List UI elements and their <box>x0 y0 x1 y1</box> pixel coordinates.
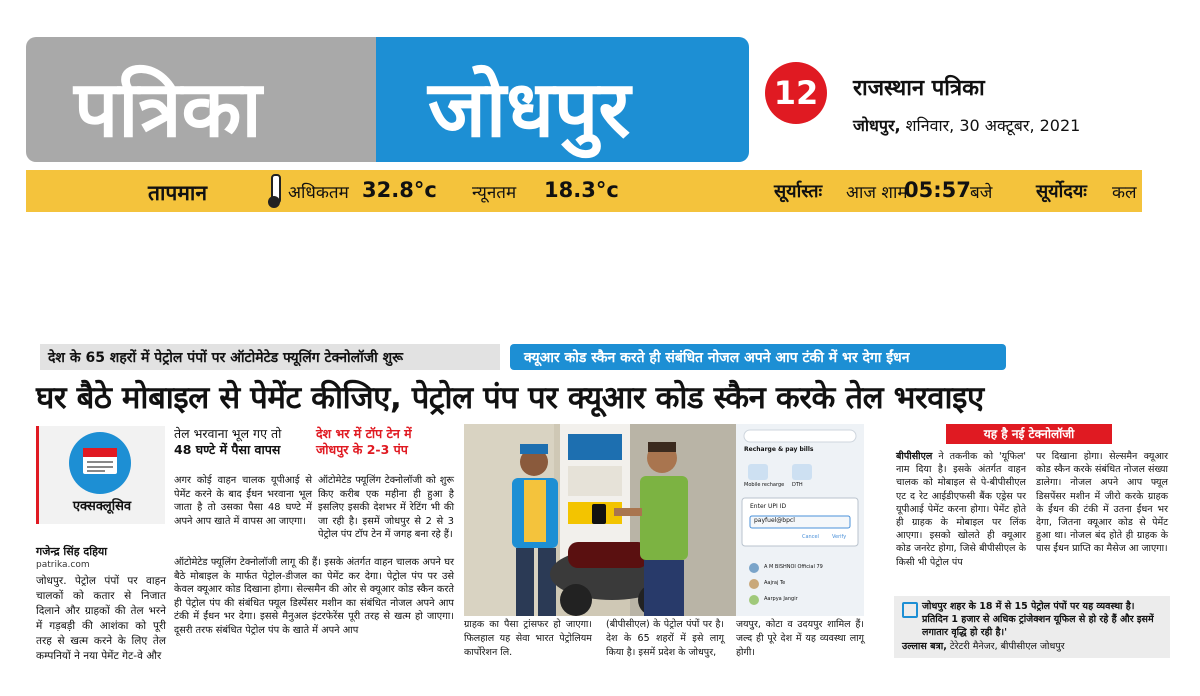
page-number-badge: 12 <box>765 62 827 124</box>
caption-column-1: ग्राहक का पैसा ट्रांसफर हो जाएगा। फिलहाल यह सेवा भारत पेट्रोलियम कार्पोरेशन लि. <box>464 619 592 658</box>
masthead-city: जोधपुर <box>428 65 631 155</box>
refund-paragraph: अगर कोई वाहन चालक यूपीआई से पेमेंट करने के बाद ईंधन भरवाना भूल जाता है तो उसका पैसा 48 घण्टे में अपने आप खाते में वापस आ जाएगा। <box>174 475 312 527</box>
phone-contact-2: Aajraj Te <box>764 580 786 586</box>
fuel-station-photo <box>464 424 736 616</box>
phone-item-recharge: Mobile recharge <box>744 482 785 488</box>
caption-column-3: जयपुर, कोटा व उदयपुर शामिल हैं। जल्द ही पूरे देश में यह व्यवस्था लागू होगी। <box>736 619 864 658</box>
caption-column-2: (बीपीसीएल) के पेट्रोल पंपों पर है। देश के 65 शहरों में इसे लागू किया है। इसमें प्रदेश के जोधपुर, <box>606 619 724 658</box>
quote-box <box>894 596 1170 658</box>
sunset-suffix: बजे <box>970 183 993 203</box>
upi-verify-button: Verify <box>832 534 847 540</box>
exclusive-logo <box>36 426 165 524</box>
kicker-left: देश के 65 शहरों में पेट्रोल पंपों पर ऑटोमेटेड फ्यूलिंग टेक्नोलॉजी शुरू <box>40 344 500 370</box>
sunrise-label: सूर्योदयः <box>1036 181 1087 202</box>
kicker-right: क्यूआर कोड स्कैन करते ही संबंधित नोजल अपने आप टंकी में भर देगा ईंधन <box>510 344 1006 370</box>
subhead-refund: तेल भरवाना भूल गए तो 48 घण्टे में पैसा वापस <box>174 426 282 457</box>
min-temp-label: न्यूनतम <box>472 183 517 203</box>
masthead-brand-panel <box>26 37 376 162</box>
right-column-1: बीपीसीएल ने तकनीक को 'यूफिल' नाम दिया है। इसके अंतर्गत वाहन चालक को मोबाइल से पे-बीपीसीएल एट द रेट आईडीएफसी बैंक एड्रेस पर यूपीआई पेमेंट करना होगा। पेमेंट होते ही ग्राहक के मोबाइल पर लिंक आएगा। इसको खोलते ही क्यूआर कोड जनरेट होगा, जिसे बीपीसीएल के किसी भी पेट्रोल पंप <box>896 451 1026 568</box>
newspaper-icon <box>69 432 131 494</box>
sunset-text: आज शाम <box>846 183 908 203</box>
upi-dialog-title: Enter UPI ID <box>750 503 787 510</box>
sunset-label: सूर्यास्तः <box>774 181 823 202</box>
masthead-city-panel <box>376 37 749 162</box>
phone-section-title: Recharge & pay bills <box>744 446 814 453</box>
headline: घर बैठे मोबाइल से पेमेंट कीजिए, पेट्रोल पंप पर क्यूआर कोड स्कैन करके तेल भरवाइए <box>36 380 984 416</box>
subhead-top-ten: देश भर में टॉप टेन में जोधपुर के 2-3 पंप <box>316 426 412 457</box>
body-column-1: जोधपुर. पेट्रोल पंपों पर वाहन चालकों को कतार से निजात दिलाने और ग्राहकों की तेल भरने में गड़बड़ी की आशंका को पूरी तरह से खत्म करने के लिए तेल कम्पनियों ने नया पेमेंट गेट-वे और <box>36 575 166 662</box>
paper-name: राजस्थान पत्रिका <box>853 76 985 101</box>
new-technology-heading: यह है नई टेक्नोलॉजी <box>946 424 1112 444</box>
quote-text: जोधपुर शहर के 18 में से 15 पेट्रोल पंपों पर यह व्यवस्था है। प्रतिदिन 1 हजार से अधिक ट्रांजेक्शन यूफिल से हो रहे हैं और इसमें लगातार वृद्धि हो रही है।' <box>922 601 1154 638</box>
body-column-2: ऑटोमेटेड फ्यूलिंग टेक्नोलॉजी लागू की हैं। इसके अंतर्गत वाहन चालक अपने घर बैठे मोबाइल के मार्फत पेट्रोल-डीजल का पेमेंट कर देगा। पेट्रोल पंप पर उसे केवल क्यूआर कोड दिखाना होगा। सेल्समैन की ओर से क्यूआर कोड स्कैन करते ही पेट्रोल पंप की संबंधित फ्यूल डिस्पेंसर मशीन का संबंधित नोजल अपने आप टंकी में ईंधन भर देगा। इससे मैनुअल इंटरफेरेंस पूरी तरह से खत्म हो जाएगा। दूसरी तरफ संबंधित पेट्रोल पंप के खाते में अपने आप <box>174 557 454 636</box>
date-city: जोधपुर, <box>853 116 901 135</box>
byline-web: patrika.com <box>36 560 90 570</box>
exclusive-label: एक्सक्लूसिव <box>72 499 132 514</box>
masthead-brand: पत्रिका <box>74 65 262 155</box>
right-column-2: पर दिखाना होगा। सेल्समैन क्यूआर कोड स्कैन करके संबंधित नोजल संख्या डालेगा। नोजल अपने आप फ्यूल डिसपेंसर मशीन में जीरो करके ग्राहक के ईंधन की टंकी में उतना ईंधन भर देगा, जितना क्यूआर कोड से पेमेंट हुआ था। नोजल बंद होते ही ग्राहक के पास ईंधन प्राप्ति का मैसेज आ जाएगा। <box>1036 451 1168 555</box>
issue-date <box>853 114 1080 136</box>
phone-contact-1: A M BISHNOI Official 79 <box>764 564 823 570</box>
sunset-time: 05:57 <box>904 178 971 202</box>
sunrise-text: कल <box>1112 183 1137 203</box>
upi-cancel-button: Cancel <box>802 534 819 540</box>
rating-paragraph: ऑटोमेटेड फ्यूलिंग टेक्नोलॉजी को शुरू किए करीब एक महीना ही हुआ है इसलिए इसकी देशभर में रेटिंग भी की जा रही है। इसमें जोधपुर से 2 से 3 पेट्रोल पंप टॉप टेन में जगह बना रहे हैं। <box>318 475 454 540</box>
min-temp-value: 18.3°c <box>544 178 619 202</box>
phone-item-dth: DTH <box>792 482 803 488</box>
max-temp-value: 32.8°c <box>362 178 437 202</box>
max-temp-label: अधिकतम <box>288 183 349 203</box>
quote-icon <box>902 602 918 618</box>
weather-bar <box>26 170 1142 212</box>
date-text: शनिवार, 30 अक्टूबर, 2021 <box>900 116 1081 135</box>
byline: गजेन्द्र सिंह दहिया <box>36 545 108 558</box>
phone-upi-screenshot <box>736 424 864 616</box>
thermometer-icon <box>268 174 280 208</box>
upi-input-value: payfuel@bpcl <box>754 517 795 524</box>
temperature-label: तापमान <box>148 181 207 205</box>
phone-contact-3: Aarpya Jangir <box>764 596 798 602</box>
quote-attribution: उल्लास बत्रा, टेरेटरी मैनेजर, बीपीसीएल जोधपुर <box>902 641 1065 652</box>
